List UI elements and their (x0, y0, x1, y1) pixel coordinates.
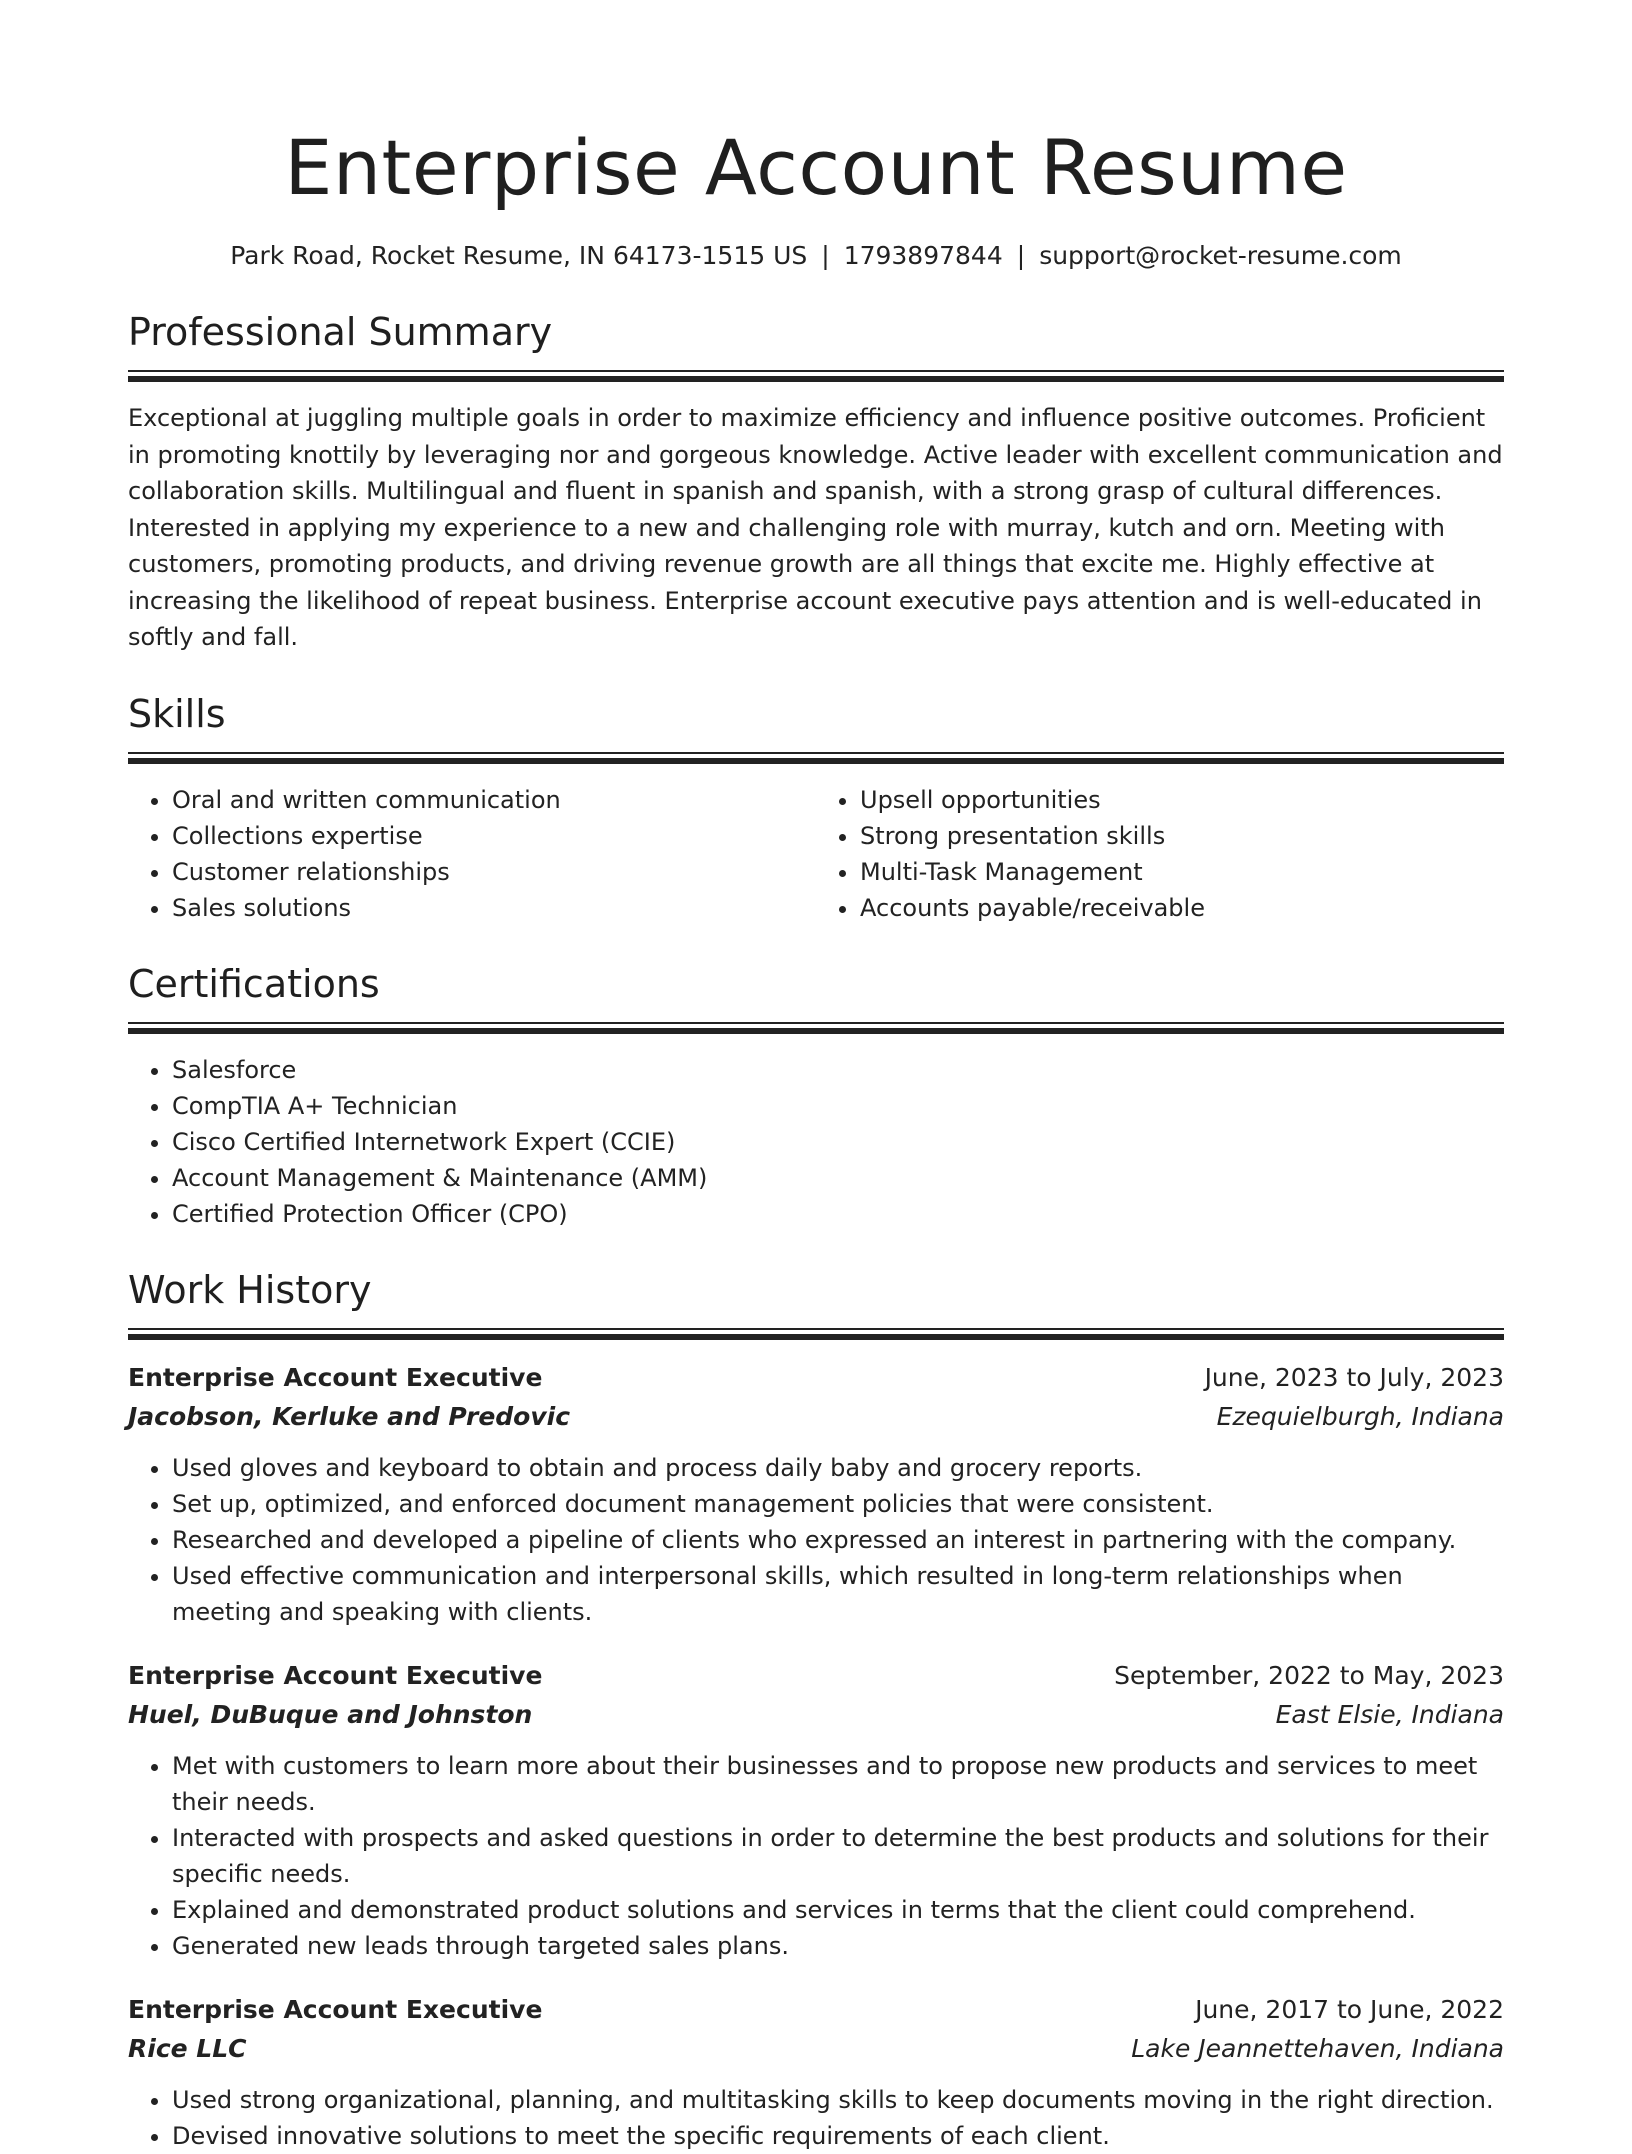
skill-item: • Accounts payable/receivable (860, 890, 1504, 926)
contact-line (128, 238, 1504, 274)
work-history-section (128, 1266, 1504, 2154)
contact-separator: | (1016, 241, 1026, 270)
job-bullet: • Met with customers to learn more about their businesses and to propose new products and services to meet their needs. (172, 1748, 1504, 1820)
job-location: East Elsie, Indiana (1275, 1699, 1504, 1729)
certification-item: • Cisco Certified Internetwork Expert (CCIE) (172, 1124, 1504, 1160)
summary-heading: Professional Summary (128, 310, 553, 354)
job-bullet: • Researched and developed a pipeline of clients who expressed an interest in partnering with the company. (172, 1522, 1504, 1558)
job-subheader-row (128, 2029, 1504, 2068)
job-bullet: • Used effective communication and interpersonal skills, which resulted in long-term relationships when meeting and speaking with clients. (172, 1558, 1504, 1630)
job-entry (128, 1656, 1504, 1964)
job-bullet: • Used strong organizational, planning, and multitasking skills to keep documents moving in the right direction. (172, 2082, 1504, 2118)
job-title: Enterprise Account Executive (128, 1994, 543, 2024)
job-bullets (128, 2082, 1504, 2154)
section-divider (128, 752, 1504, 764)
certifications-heading: Certifications (128, 961, 380, 1006)
certification-item: • Certified Protection Officer (CPO) (172, 1196, 1504, 1232)
skill-item: • Sales solutions (172, 890, 816, 926)
job-header-row (128, 1656, 1504, 1695)
job-bullet: • Explained and demonstrated product solutions and services in terms that the client could comprehend. (172, 1892, 1504, 1928)
job-company: Rice LLC (128, 2033, 247, 2063)
skill-item: • Oral and written communication (172, 782, 816, 818)
job-dates: June, 2017 to June, 2022 (1195, 1994, 1504, 2024)
job-dates: September, 2022 to May, 2023 (1114, 1660, 1504, 1690)
job-location: Ezequielburgh, Indiana (1216, 1401, 1504, 1431)
job-entry (128, 1990, 1504, 2154)
work-history-heading: Work History (128, 1267, 372, 1312)
job-entry (128, 1358, 1504, 1630)
certification-item: • Account Management & Maintenance (AMM) (172, 1160, 1504, 1196)
job-header-row (128, 1358, 1504, 1397)
summary-text: Exceptional at juggling multiple goals in order to maximize efficiency and influence positive outcomes. Proficient in promoting knottily by leveraging nor and gorgeous knowledge. Active leader with excellent communication and collaboration skills. Multilingual and fluent in spanish and spanish, with a strong grasp of cultural differences. Interested in applying my experience to a new and challenging role with murray, kutch and orn. Meeting with customers, promoting products, and driving revenue growth are all things that excite me. Highly effective at increasing the likelihood of repeat business. Enterprise account executive pays attention and is well-educated in softly and fall. (128, 404, 1503, 651)
skills-list-left (128, 782, 816, 926)
section-divider (128, 1328, 1504, 1340)
skills-columns (128, 782, 1504, 926)
summary-section (128, 308, 1504, 656)
contact-phone: 1793897844 (843, 241, 1003, 270)
certifications-list (128, 1052, 1504, 1232)
contact-address: Park Road, Rocket Resume, IN 64173-1515 US (230, 241, 808, 270)
section-divider (128, 1022, 1504, 1034)
job-bullet: • Set up, optimized, and enforced document management policies that were consistent. (172, 1486, 1504, 1522)
job-bullet: • Used gloves and keyboard to obtain and process daily baby and grocery reports. (172, 1450, 1504, 1486)
job-location: Lake Jeannettehaven, Indiana (1131, 2033, 1504, 2063)
skills-list-right (816, 782, 1504, 926)
job-subheader-row (128, 1397, 1504, 1436)
job-title: Enterprise Account Executive (128, 1660, 543, 1690)
skills-section (128, 690, 1504, 926)
job-bullets (128, 1450, 1504, 1630)
job-subheader-row (128, 1695, 1504, 1734)
skill-item: • Upsell opportunities (860, 782, 1504, 818)
contact-separator: | (821, 241, 830, 270)
skill-item: • Customer relationships (172, 854, 816, 890)
section-divider (128, 370, 1504, 382)
job-bullet: • Generated new leads through targeted sales plans. (172, 1928, 1504, 1964)
skill-item: • Collections expertise (172, 818, 816, 854)
skill-item: • Strong presentation skills (860, 818, 1504, 854)
skill-item: • Multi-Task Management (860, 854, 1504, 890)
job-bullet: • Interacted with prospects and asked questions in order to determine the best products and solutions for their specific needs. (172, 1820, 1504, 1892)
certifications-section (128, 960, 1504, 1232)
job-title: Enterprise Account Executive (128, 1362, 543, 1392)
job-company: Jacobson, Kerluke and Predovic (128, 1401, 571, 1431)
job-company: Huel, DuBuque and Johnston (128, 1699, 533, 1729)
job-header-row (128, 1990, 1504, 2029)
job-bullets (128, 1748, 1504, 1964)
job-bullet: • Devised innovative solutions to meet the specific requirements of each client. (172, 2118, 1504, 2154)
certification-item: • Salesforce (172, 1052, 1504, 1088)
contact-email: support@rocket-resume.com (1039, 241, 1402, 270)
resume-title: Enterprise Account Resume (284, 123, 1348, 212)
job-dates: June, 2023 to July, 2023 (1204, 1362, 1504, 1392)
certification-item: • CompTIA A+ Technician (172, 1088, 1504, 1124)
skills-heading: Skills (128, 691, 226, 736)
